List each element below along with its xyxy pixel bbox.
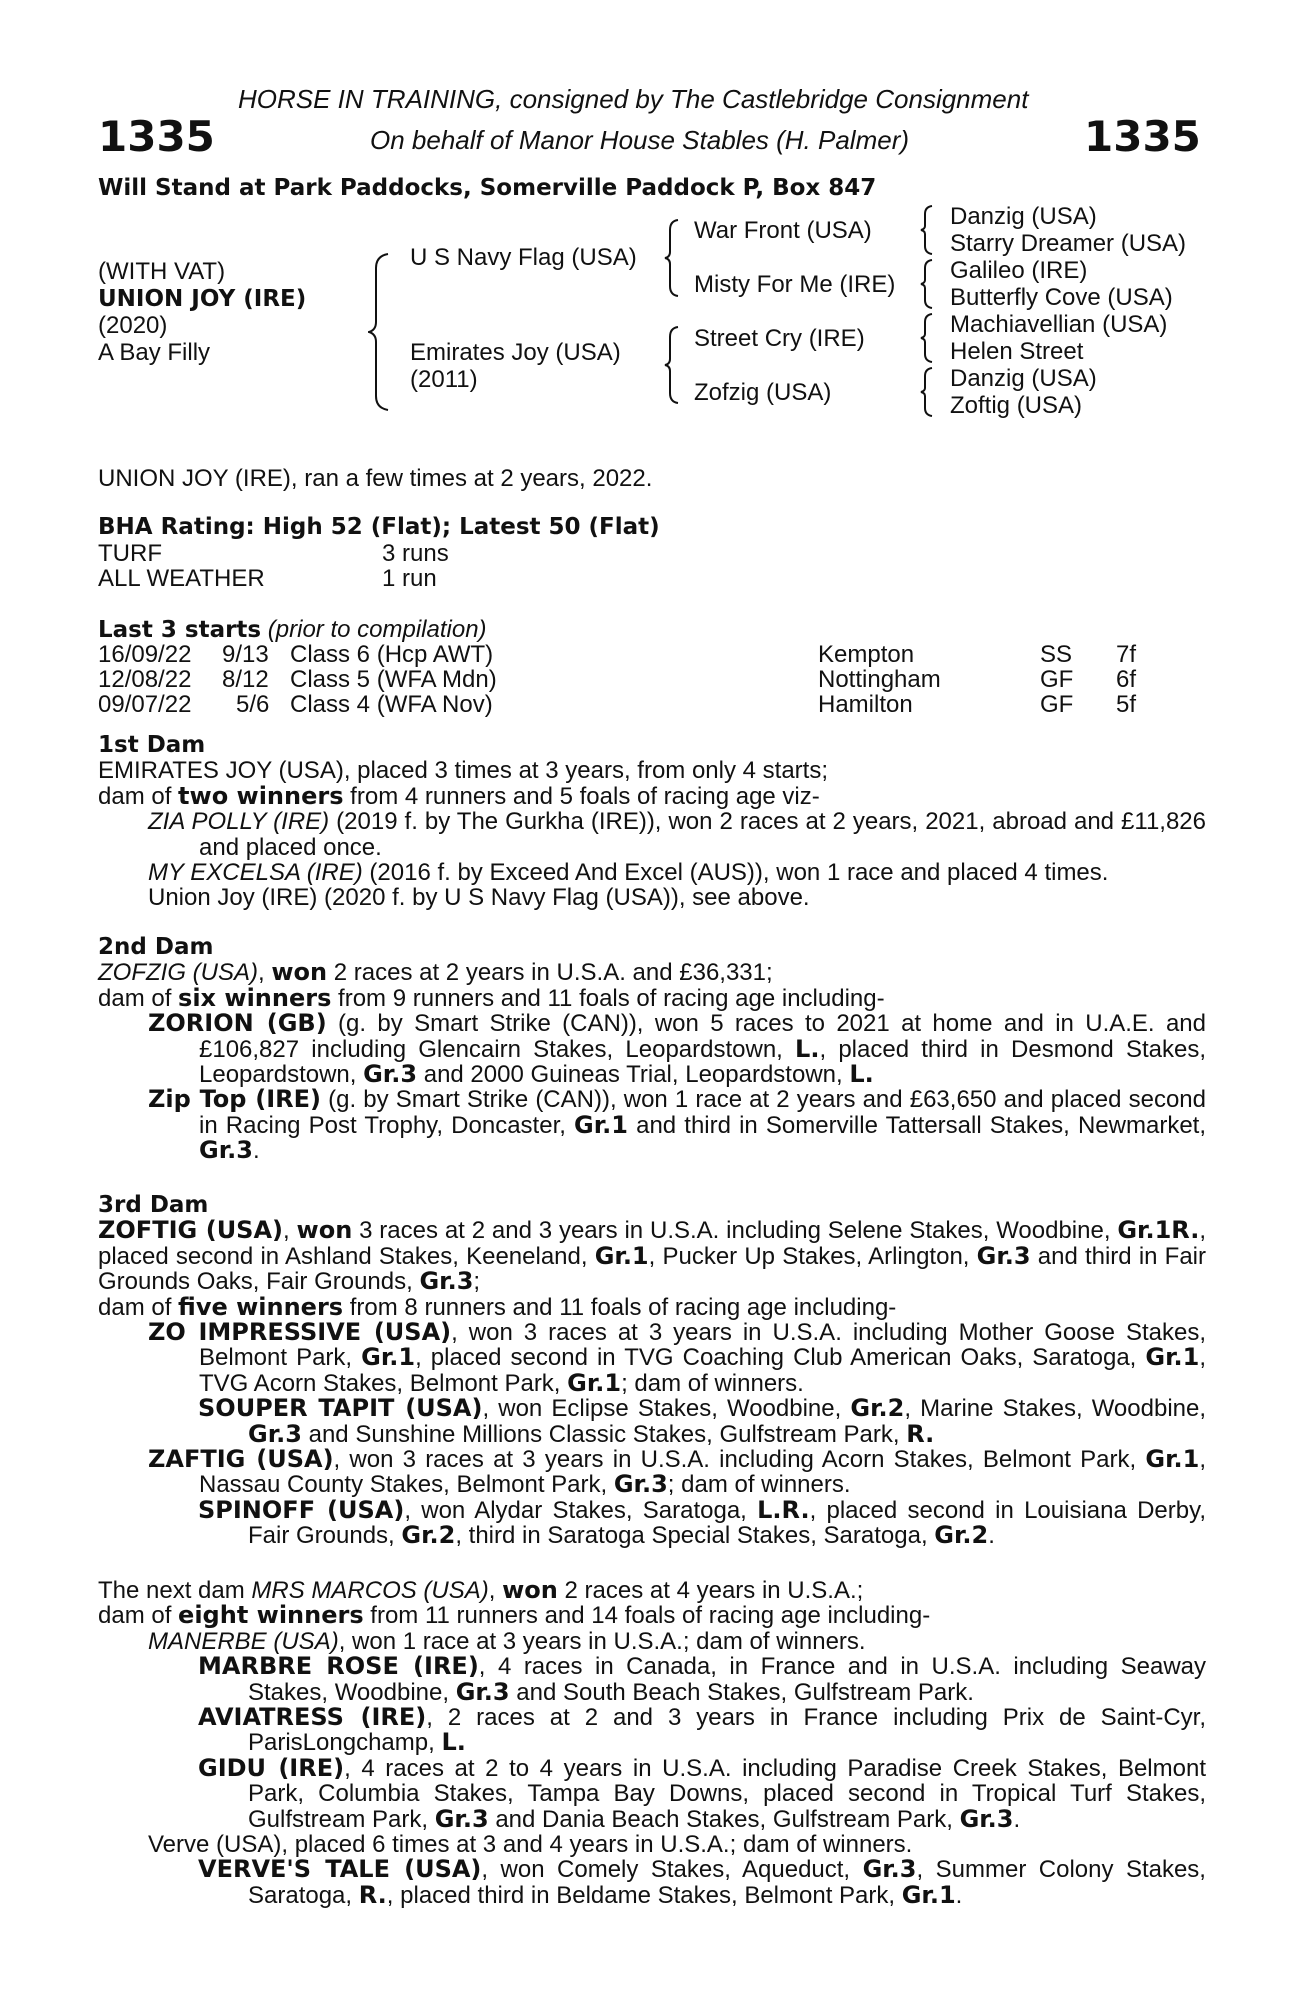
race-summary: UNION JOY (IRE), ran a few times at 2 years, 2022. [98,465,653,492]
first-dam-heading: 1st Dam [98,732,206,758]
bha-rating-heading: BHA Rating: High 52 (Flat); Latest 50 (Flat) [98,514,660,540]
rating-row [98,566,265,591]
dam-sire: Street Cry (IRE) [694,325,865,352]
start-distance: 6f [1116,666,1137,693]
pedigree-bracket-g1 [920,204,934,256]
start-date: 09/07/22 [98,691,192,718]
third-dam-heading: 3rd Dam [98,1192,209,1218]
behalf-line: On behalf of Manor House Stables (H. Palmer) [370,125,910,155]
last-starts-note: (prior to compilation) [267,616,487,643]
progeny-entry: Verve (USA), placed 6 times at 3 and 4 years in U.S.A.; dam of winners. [148,1831,913,1859]
fourth-dam-summary: The next dam MRS MARCOS (USA), won 2 races at 4 years in U.S.A.; [98,1576,864,1604]
progeny-entry: ZORION (GB) (g. by Smart Strike (CAN)), won 5 races to 2021 at home and in U.A.E. and £106,827 including Glencairn Stakes, Leopardstown, L., placed third in Desmond Stakes, Leopardstown, Gr.3 and 2000 Guineas Trial, Leopardstown, L. [148,1009,1206,1089]
grandsire-2: Starry Dreamer (USA) [950,230,1187,257]
progeny-entry: MANERBE (USA), won 1 race at 3 years in U.S.A.; dam of winners. [148,1627,866,1655]
rating-runs: 3 runs [382,540,449,567]
horse-description: A Bay Filly [98,339,211,366]
grandsire-4: Butterfly Cove (USA) [950,284,1173,311]
progeny-entry: ZAFTIG (USA), won 3 races at 3 years in U.S.A. including Acorn Stakes, Belmont Park, Gr.1, Nassau County Stakes, Belmont Park, Gr.3; dam of winners. [148,1445,1206,1499]
pedigree-bracket-main [368,252,392,412]
progeny-entry: Zip Top (IRE) (g. by Smart Strike (CAN)), won 1 race at 2 years and £63,650 and placed second in Racing Post Trophy, Doncaster, Gr.1 and third in Somerville Tattersall Stakes, Newmarket, Gr.3. [148,1085,1206,1165]
sire-sire: War Front (USA) [694,217,872,244]
dam-dam: Zofzig (USA) [694,379,832,406]
progeny-entry: GIDU (IRE), 4 races at 2 to 4 years in U.S.A. including Paradise Creek Stakes, Belmont Park, Columbia Stakes, Tampa Bay Downs, placed second in Tropical Turf Stakes, Gulfstream Park, Gr.3 and Dania Beach Stakes, Gulfstream Park, Gr.3. [198,1753,1206,1833]
horse-vat: (WITH VAT) [98,258,226,285]
pedigree-bracket-g3 [920,312,934,364]
progeny-entry: SOUPER TAPIT (USA), won Eclipse Stakes, Woodbine, Gr.2, Marine Stakes, Woodbine, Gr.3 and Sunshine Millions Classic Stakes, Gulfstream Park, R. [198,1394,1207,1448]
progeny-entry: SPINOFF (USA), won Alydar Stakes, Saratoga, L.R., placed second in Louisiana Derby, Fair Grounds, Gr.2, third in Saratoga Special Stakes, Saratoga, Gr.2. [198,1495,1206,1550]
dam-year: (2011) [410,366,478,393]
start-position: 5/6 [236,691,270,718]
lot-number-right: 1335 [1084,112,1201,161]
start-race: Class 5 (WFA Mdn) [290,666,497,693]
horse-name: UNION JOY (IRE) [98,286,307,312]
pedigree-bracket-sire [664,218,680,298]
grandsire-8: Zoftig (USA) [950,392,1083,419]
progeny-entry: MY EXCELSA (IRE) (2016 f. by Exceed And Excel (AUS)), won 1 race and placed 4 times. [148,859,1109,887]
progeny-entry: MARBRE ROSE (IRE), 4 races in Canada, in France and in U.S.A. including Seaway Stakes, Woodbine, Gr.3 and South Beach Stakes, Gulfstream Park. [198,1652,1206,1706]
horse-year: (2020) [98,312,168,339]
third-dam-section [98,1193,1206,1549]
rating-surface: TURF [98,540,162,567]
start-distance: 5f [1116,691,1137,718]
start-position: 8/12 [222,666,269,693]
start-position: 9/13 [222,641,269,668]
start-distance: 7f [1116,641,1137,668]
rating-row [98,541,162,566]
sire-name: U S Navy Flag (USA) [410,244,637,271]
last-starts-title: Last 3 starts [98,617,262,643]
second-dam-produce: dam of six winners from 9 runners and 11 foals of racing age including- [98,983,885,1012]
start-going: GF [1040,691,1074,718]
pedigree-bracket-g2 [920,258,934,310]
grandsire-5: Machiavellian (USA) [950,311,1168,338]
consignment-line: HORSE IN TRAINING, consigned by The Castlebridge Consignment [238,84,1029,114]
rating-runs: 1 run [382,565,437,592]
start-race: Class 4 (WFA Nov) [290,691,493,718]
progeny-entry: ZO IMPRESSIVE (USA), won 3 races at 3 years in U.S.A. including Mother Goose Stakes, Belmont Park, Gr.1, placed second in TVG Coaching Club American Oaks, Saratoga, Gr.1, TVG Acorn Stakes, Belmont Park, Gr.1; dam of winners. [148,1318,1207,1397]
first-dam-produce: dam of two winners from 4 runners and 5 foals of racing age viz- [98,781,820,810]
grandsire-1: Danzig (USA) [950,203,1097,230]
grandsire-3: Galileo (IRE) [950,257,1088,284]
second-dam-section [98,935,1206,1164]
last-starts-heading [98,617,487,643]
start-going: GF [1040,666,1074,693]
grandsire-7: Danzig (USA) [950,365,1097,392]
progeny-entry: VERVE'S TALE (USA), won Comely Stakes, Aqueduct, Gr.3, Summer Colony Stakes, Saratoga, R., placed third in Beldame Stakes, Belmont Park, Gr.1. [198,1855,1206,1909]
stand-line: Will Stand at Park Paddocks, Somerville Paddock P, Box 847 [98,175,877,201]
pedigree-bracket-dam [664,325,680,405]
grandsire-6: Helen Street [950,338,1084,365]
third-dam-produce: dam of five winners from 8 runners and 11 foals of racing age including- [98,1292,897,1321]
start-course: Kempton [818,641,915,668]
progeny-entry: Union Joy (IRE) (2020 f. by U S Navy Flag (USA)), see above. [148,884,810,912]
start-date: 16/09/22 [98,641,192,668]
fourth-dam-produce: dam of eight winners from 11 runners and 14 foals of racing age including- [98,1601,931,1630]
second-dam-heading: 2nd Dam [98,934,214,960]
progeny-entry: ZIA POLLY (IRE) (2019 f. by The Gurkha (IRE)), won 2 races at 2 years, 2021, abroad and £11,826 and placed once. [148,808,1206,861]
lot-number-left: 1335 [98,112,215,161]
first-dam-summary: EMIRATES JOY (USA), placed 3 times at 3 years, from only 4 starts; [98,757,829,785]
start-course: Nottingham [818,666,941,693]
fourth-dam-section [98,1578,1206,1908]
second-dam-summary: ZOFZIG (USA), won 2 races at 2 years in U.S.A. and £36,331; [98,958,773,987]
rating-surface: ALL WEATHER [98,565,265,592]
start-course: Hamilton [818,691,913,718]
sire-dam: Misty For Me (IRE) [694,271,896,298]
start-date: 12/08/22 [98,666,192,693]
progeny-entry: AVIATRESS (IRE), 2 races at 2 and 3 years in France including Prix de Saint-Cyr, ParisLongchamp, L. [198,1703,1207,1757]
start-race: Class 6 (Hcp AWT) [290,641,494,668]
first-dam-section [98,733,1206,911]
dam-name: Emirates Joy (USA) [410,339,621,366]
third-dam-summary: ZOFTIG (USA), won 3 races at 2 and 3 years in U.S.A. including Selene Stakes, Woodbine, Gr.1R., placed second in Ashland Stakes, Keeneland, Gr.1, Pucker Up Stakes, Arlington, Gr.3 and third in Fair Grounds Oaks, Fair Grounds, Gr.3; [98,1216,1206,1296]
pedigree-bracket-g4 [920,366,934,418]
start-going: SS [1040,641,1073,668]
